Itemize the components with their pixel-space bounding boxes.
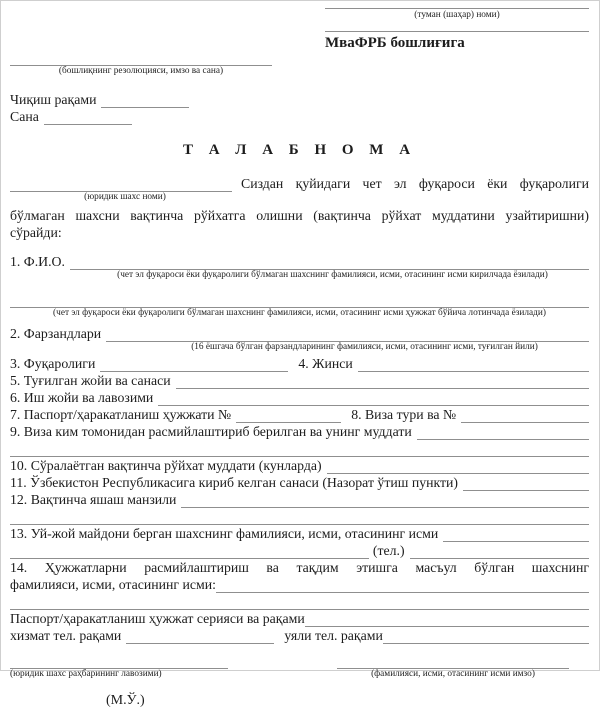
fio-blank-cyr — [70, 254, 589, 270]
responsible-blank-2 — [10, 594, 589, 610]
outgoing-number-label: Чиқиш рақами — [10, 92, 97, 107]
fio-blank-lat — [10, 292, 589, 308]
form-title: Т А Л А Б Н О М А — [182, 142, 417, 158]
citizenship-blank — [100, 356, 288, 372]
district-name-caption: (туман (шаҳар) номи) — [414, 10, 500, 20]
resolution-block — [10, 65, 272, 77]
work-label: 6. Иш жойи ва лавозими — [10, 390, 154, 405]
passport-doc-label: 7. Паспорт/ҳаракатланиш ҳужжати № — [10, 407, 232, 422]
legal-entity-blank — [10, 176, 232, 192]
fio-caption-cyr: (чет эл фуқароси ёки фуқаролиги бўлмаган шахснинг фамилияси, исми, отасининг исми кирилчада ёзилади) — [117, 270, 548, 280]
passport-series-label: Паспорт/ҳаракатланиш ҳужжат серияси ва рақами — [10, 611, 305, 626]
landlord-label: 13. Уй-жой майдони берган шахснинг фамилияси, исми, отасининг исми — [10, 526, 439, 541]
fio-row — [10, 253, 589, 270]
fio-row-lat — [10, 291, 589, 308]
visa-issuer-continuation-row — [10, 440, 589, 457]
outgoing-number-blank — [101, 92, 189, 108]
signature-position-block — [10, 668, 310, 680]
responsible-continuation-row — [10, 593, 589, 610]
intro-text-2: бўлмаган шахсни вақтинча рўйхатга олишни (вақтинча рўйхат муддатини узайтиришни) — [10, 208, 589, 223]
citizenship-gender-row — [10, 355, 589, 372]
fio-caption-cyr-row — [10, 270, 589, 281]
visa-issuer-label: 9. Виза ким томонидан расмийлаштириб берилган ва унинг муддати — [10, 424, 412, 439]
landlord-blank-2 — [10, 543, 369, 559]
outgoing-number-row — [10, 91, 225, 108]
addressee-block — [325, 8, 589, 53]
entry-date-row — [10, 474, 589, 491]
gender-blank — [358, 356, 589, 372]
tel-label: (тел.) — [372, 543, 405, 558]
visa-type-label: 8. Виза тури ва № — [351, 407, 457, 422]
passport-doc-blank — [236, 407, 341, 423]
birth-row — [10, 372, 589, 389]
responsible-row — [10, 576, 589, 593]
registration-period-blank — [327, 458, 589, 474]
mobile-phone-blank — [383, 628, 589, 644]
date-row — [10, 108, 157, 125]
addressee-line — [325, 31, 589, 32]
passport-series-blank — [305, 611, 589, 627]
children-caption-row — [10, 342, 589, 353]
visa-type-blank — [461, 407, 589, 423]
work-row — [10, 389, 589, 406]
address-row — [10, 491, 589, 508]
fio-label: 1. Ф.И.О. — [10, 254, 65, 269]
intro-text-3: сўрайди: — [10, 225, 62, 240]
passport-series-row — [10, 610, 589, 627]
citizenship-label: 3. Фуқаролиги — [10, 356, 96, 371]
children-label: 2. Фарзандлари — [10, 326, 102, 341]
work-blank — [158, 390, 589, 406]
intro-line1 — [10, 175, 589, 192]
responsible-label-2: фамилияси, исми, отасининг исми: — [10, 577, 216, 592]
children-blank — [106, 326, 589, 342]
address-continuation-row — [10, 508, 589, 525]
legal-entity-caption: (юридик шахс номи) — [84, 192, 166, 202]
birth-blank — [176, 373, 589, 389]
addressee-title: МваФРБ бошлиғига — [325, 35, 465, 51]
gender-label: 4. Жинси — [298, 356, 353, 371]
responsible-text-1: 14. Ҳужжатларни расмийлаштириш ва тақдим этишга масъул бўлган шахснинг — [10, 560, 589, 575]
responsible-blank — [216, 577, 589, 593]
mobile-phone-label: уяли тел. рақами — [284, 628, 383, 643]
stamp-placeholder: (М.Ў.) — [106, 693, 145, 708]
address-blank — [181, 492, 589, 508]
visa-issuer-blank-2 — [10, 441, 589, 457]
visa-issuer-blank — [417, 424, 589, 440]
resolution-caption: (бошлиқнинг резолюцияси, имзо ва сана) — [58, 66, 224, 76]
visa-issuer-row — [10, 423, 589, 440]
address-label: 12. Вақтинча яшаш манзили — [10, 492, 177, 507]
date-blank — [44, 109, 132, 125]
work-phone-label: хизмат тел. рақами — [10, 628, 122, 643]
landlord-tel-row — [10, 542, 589, 559]
address-blank-2 — [10, 509, 589, 525]
registration-period-label: 10. Сўралаётган вақтинча рўйхат муддати (кунларда) — [10, 458, 322, 473]
district-name-line — [325, 8, 589, 9]
birth-label: 5. Туғилган жойи ва санаси — [10, 373, 171, 388]
signature-section — [10, 668, 589, 680]
date-label: Сана — [10, 109, 39, 124]
landlord-tel-blank — [410, 543, 589, 559]
fio-caption-lat: (чет эл фуқароси ёки фуқаролиги бўлмаган шахснинг фамилияси, исми, отасининг исми ҳужжат бўйича лотинчада ёзилади) — [53, 308, 546, 318]
landlord-row — [10, 525, 589, 542]
intro-text-1: Сиздан қуйидаги чет эл фуқароси ёки фуқаролиги — [241, 176, 589, 191]
landlord-blank — [443, 526, 589, 542]
children-caption: (16 ёшгача бўлган фарзандларининг фамилияси, исми, отасининг исми, туғилган йили) — [191, 342, 538, 352]
legal-entity-caption-row — [10, 192, 589, 203]
registration-period-row — [10, 457, 589, 474]
phones-row — [10, 627, 589, 644]
entry-date-label: 11. Ўзбекистон Республикасига кириб келган санаси (Назорат ўтиш пункти) — [10, 475, 459, 490]
signature-name-caption: (фамилияси, исми, отасининг исми имзо) — [371, 669, 535, 679]
signature-position-caption: (юридик шахс раҳбарининг лавозими) — [10, 669, 162, 679]
work-phone-blank — [126, 628, 274, 644]
children-row — [10, 325, 589, 342]
signature-name-block — [337, 668, 589, 680]
entry-date-blank — [463, 475, 589, 491]
passport-visa-row — [10, 406, 589, 423]
